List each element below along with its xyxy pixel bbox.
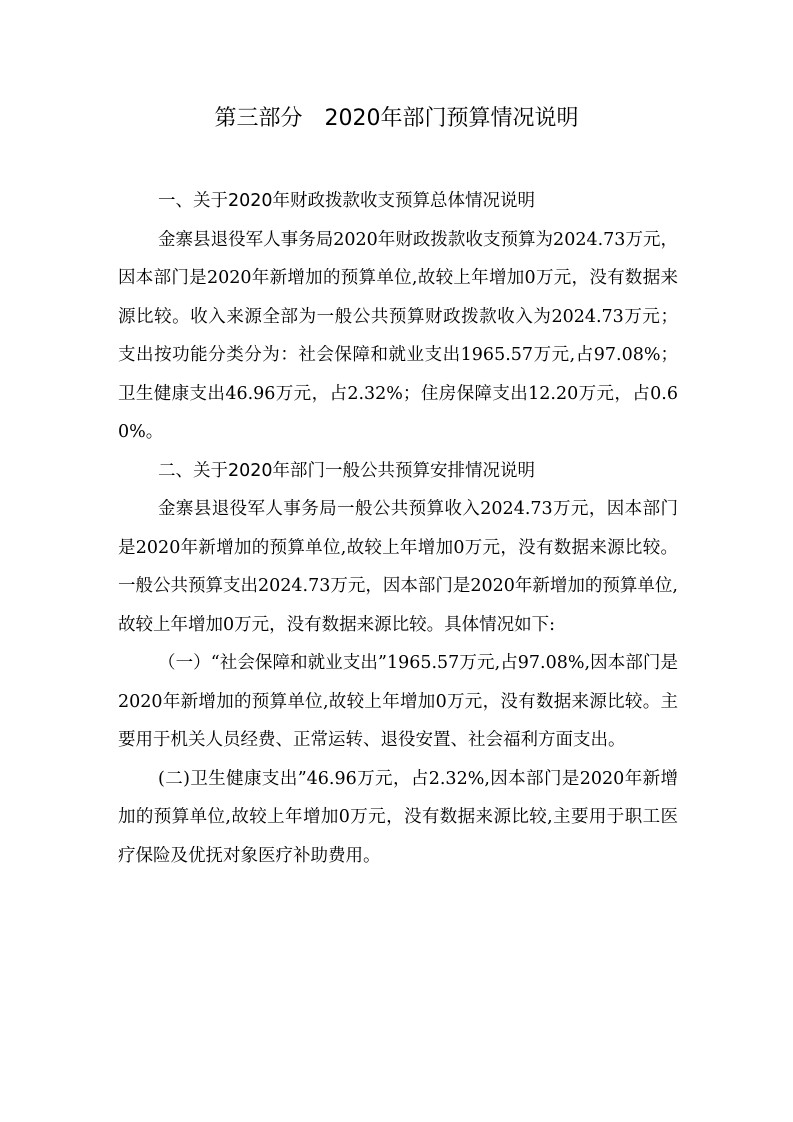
paragraph: (二)卫生健康支出”46.96万元，占2.32%,因本部门是2020年新增加的预算单位,故较上年增加0万元，没有数据来源比较,主要用于职工医疗保险及优抚对象医疗补助费用。 [118,768,678,866]
section-heading: 一、关于2020年财政拨款收支预算总体情况说明 [158,191,536,211]
section-heading: 二、关于2020年部门一般公共预算安排情况说明 [158,460,536,481]
section-1 [118,182,678,452]
page-title: 第三部分 2020年部门预算情况说明 [214,106,579,131]
paragraph: （一）“社会保障和就业支出”1965.57万元,占97.08%,因本部门是2020年新增加的预算单位,故较上年增加0万元，没有数据来源比较。主要用于机关人员经费、正常运转、退役安置、社会福利方面支出。 [118,653,678,750]
document-body [118,182,678,875]
section-2 [118,452,678,876]
paragraph: 金寨县退役军人事务局一般公共预算收入2024.73万元，因本部门是2020年新增加的预算单位,故较上年增加0万元，没有数据来源比较。一般公共预算支出2024.73万元，因本部门是2020年新增加的预算单位,故较上年增加0万元，没有数据来源比较。具体情况如下: [118,499,678,635]
paragraph: 金寨县退役军人事务局2020年财政拨款收支预算为2024.73万元，因本部门是2020年新增加的预算单位,故较上年增加0万元，没有数据来源比较。收入来源全部为一般公共预算财政拨款收入为2024.73万元；支出按功能分类分为：社会保障和就业支出1965.57万元,占97.08%；卫生健康支出46.96万元，占2.32%；住房保障支出12.20万元，占0.60%。 [118,229,678,442]
